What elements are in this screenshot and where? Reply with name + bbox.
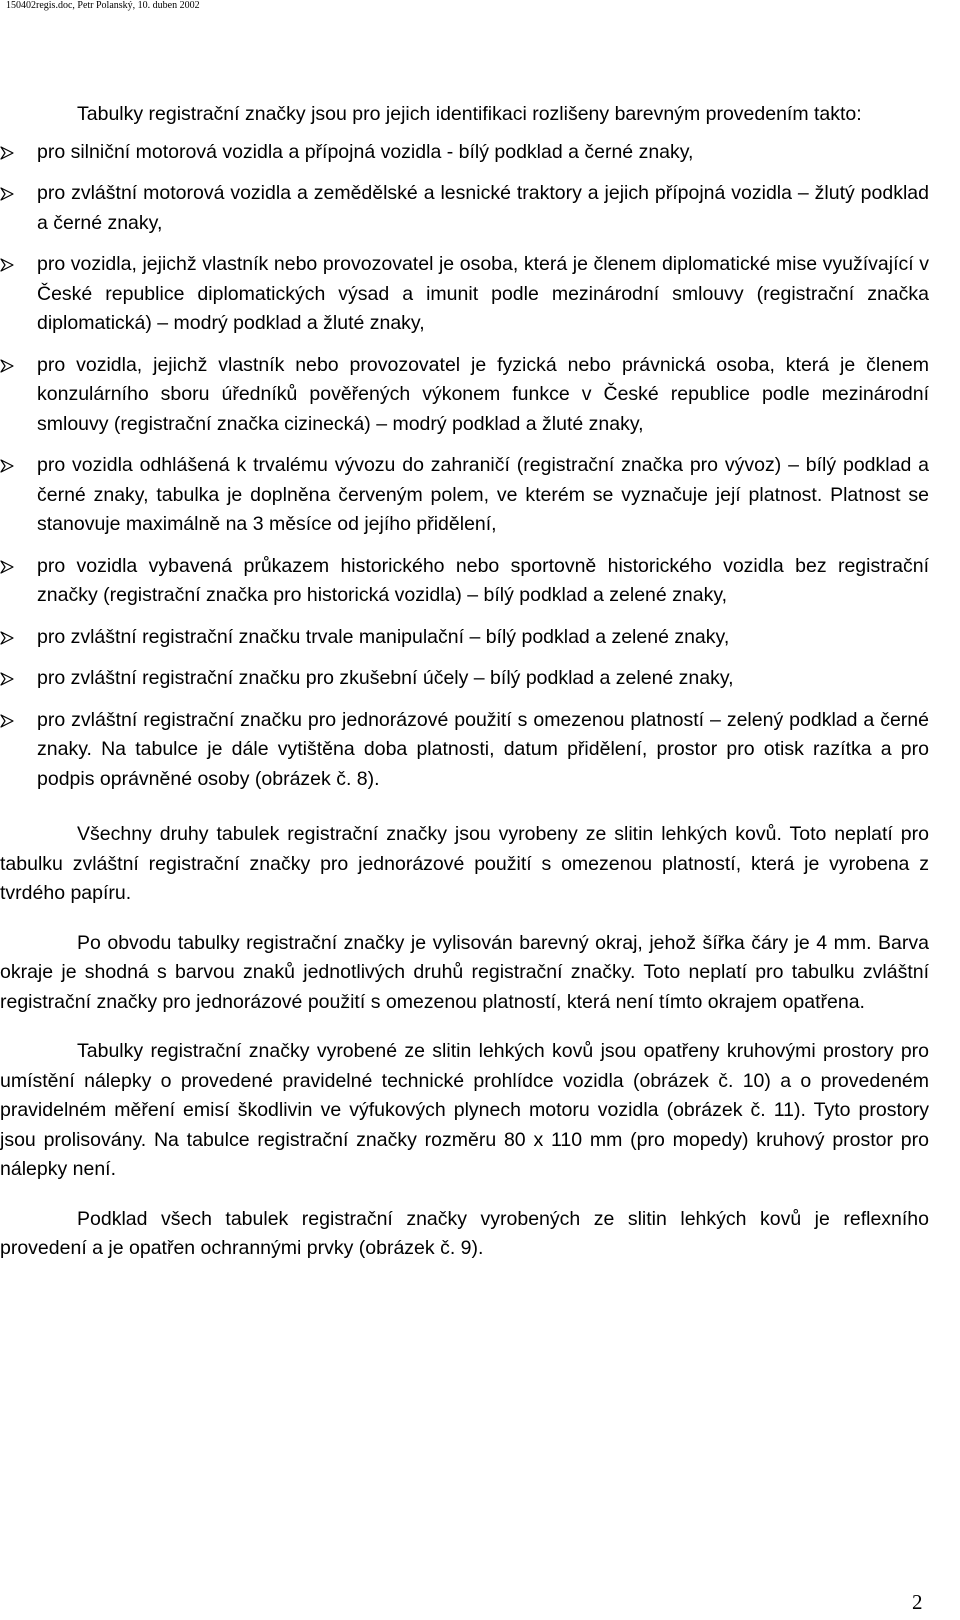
arrowhead-bullet-icon [0,631,14,645]
list-item [0,706,929,795]
body-paragraph: Po obvodu tabulky registrační značky je vylisován barevný okraj, jehož šířka čáry je 4 mm. Barva okraje je shodná s barvou znaků jednotlivých druhů registrační značky. Toto neplatí pro tabulku zvláštní registrační značky pro jednorázové použití s omezenou platností, která není tímto okrajem opatřena. [0,931,929,1013]
body-paragraph: Všechny druhy tabulek registrační značky jsou vyrobeny ze slitin lehkých kovů. Toto neplatí pro tabulku zvláštní registrační značky pro jednorázové použití s omezenou platností, která je vyrobena z tvrdého papíru. [0,823,929,904]
list-item-text: pro vozidla vybavená průkazem historického nebo sportovně historického vozidla bez registrační značky (registrační značka pro historická vozidla) – bílý podklad a zelené znaky, [37,554,929,606]
arrowhead-bullet-icon [0,258,14,272]
list-item [0,351,929,440]
arrowhead-bullet-icon [0,146,14,160]
list-item-text: pro zvláštní registrační značku pro zkušební účely – bílý podklad a zelené znaky, [37,667,734,689]
list-item [0,664,929,694]
list-item-text: pro zvláštní motorová vozidla a zemědělské a lesnické traktory a jejich přípojná vozidla – žlutý podklad a černé znaky, [37,182,929,234]
arrowhead-bullet-icon [0,560,14,574]
arrowhead-bullet-icon [0,459,14,473]
arrowhead-bullet-icon [0,714,14,728]
list-item [0,623,929,653]
arrowhead-bullet-icon [0,187,14,201]
list-item [0,250,929,339]
list-item [0,179,929,238]
bullet-list [0,138,929,795]
list-item-text: pro vozidla, jejichž vlastník nebo provozovatel je fyzická nebo právnická osoba, která je členem konzulárního sboru úředníků pověřených výkonem funkce v České republice podle mezinárodní smlouvy (registrační značka cizinecká) – modrý podklad a žluté znaky, [37,353,929,435]
body-paragraph: Tabulky registrační značky vyrobené ze slitin lehkých kovů jsou opatřeny kruhovými prostory pro umístění nálepky o provedené pravidelné technické prohlídce vozidla (obrázek č. 10) a o provedeném pravidelném měření emisí škodlivin ve výfukových plynech motoru vozidla (obrázek č. 11). Tyto prostory jsou prolisovány. Na tabulce registrační značky rozměru 80 x 110 mm (pro mopedy) kruhový prostor pro nálepky není. [0,1040,929,1180]
arrowhead-bullet-icon [0,359,14,373]
page-number: 2 [912,1590,923,1614]
list-item-text: pro vozidla odhlášená k trvalému vývozu do zahraničí (registrační značka pro vývoz) – bílý podklad a černé znaky, tabulka je doplněna červeným polem, ve kterém se vyznačuje její platnost. Platnost se stanovuje maximálně na 3 měsíce od jejího přidělení, [37,454,929,535]
list-item-text: pro zvláštní registrační značku trvale manipulační – bílý podklad a zelené znaky, [37,625,730,648]
intro-paragraph: Tabulky registrační značky jsou pro jejich identifikaci rozlišeny barevným provedením takto: [77,103,862,125]
list-item [0,451,929,540]
list-item-text: pro vozidla, jejichž vlastník nebo provozovatel je osoba, která je členem diplomatické mise využívající v České republice diplomatických výsad a imunit podle mezinárodní smlouvy (registrační značka diplomatická) – modrý podklad a žluté znaky, [37,253,929,334]
arrowhead-bullet-icon [0,672,14,686]
list-item [0,552,929,611]
list-item [0,138,929,168]
document-body [0,100,929,1284]
body-paragraph: Podklad všech tabulek registrační značky vyrobených ze slitin lehkých kovů je reflexního provedení a je opatřen ochrannými prvky (obrázek č. 9). [0,1207,929,1259]
document-header: 150402regis.doc, Petr Polanský, 10. duben 2002 [6,0,200,11]
list-item-text: pro zvláštní registrační značku pro jednorázové použití s omezenou platností – zelený podklad a černé znaky. Na tabulce je dále vytištěna doba platnosti, datum přidělení, prostor pro otisk razítka a pro podpis oprávněné osoby (obrázek č. 8). [37,708,929,790]
list-item-text: pro silniční motorová vozidla a přípojná vozidla - bílý podklad a černé znaky, [37,140,694,163]
